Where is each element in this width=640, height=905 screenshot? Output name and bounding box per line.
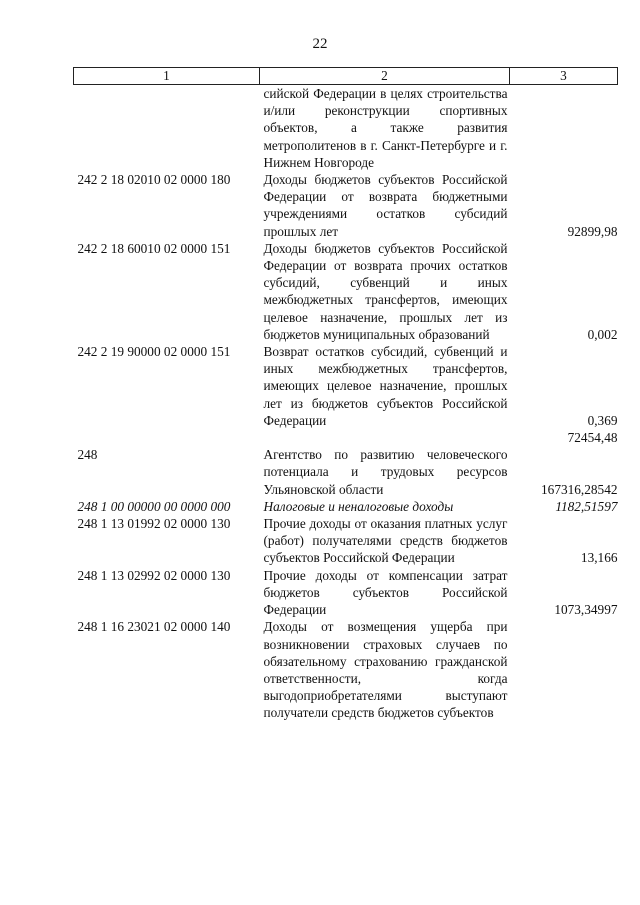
- table-row: [74, 85, 618, 172]
- table-header: [74, 68, 618, 85]
- table-row: [74, 343, 618, 429]
- column-header-3: 3: [510, 68, 618, 85]
- amount: 1182,51597: [555, 498, 618, 514]
- amount: 72454,48: [567, 430, 618, 446]
- table-row: [74, 446, 618, 498]
- budget-code: 242 2 19 90000 02 0000 151: [77, 344, 231, 360]
- budget-code: 248 1 16 23021 02 0000 140: [77, 619, 231, 635]
- budget-code: 248: [77, 447, 98, 463]
- amount: [510, 85, 618, 172]
- revenue-description: Доходы бюджетов субъектов Российской Федерации от возврата прочих остатков субсидий, субвенций и иных межбюджетных трансфертов, имеющих целевое назначение, прошлых лет из бюджетов муниципальных образований: [263, 240, 508, 342]
- revenue-description: Прочие доходы от компенсации затрат бюджетов субъектов Российской Федерации: [263, 567, 508, 618]
- amount: 1073,34997: [554, 602, 618, 618]
- amount: 167316,28542: [541, 481, 618, 497]
- table-row: [74, 567, 618, 619]
- budget-code: 242 2 18 60010 02 0000 151: [77, 240, 231, 256]
- table-header-row: [74, 68, 618, 85]
- budget-code: [74, 429, 260, 446]
- amount: 0,369: [587, 412, 618, 428]
- revenue-description: Доходы от возмещения ущерба при возникновении страховых случаев по обязательному страхованию гражданской ответственности, когда выгодоприобретателями выступают получатели средств бюджетов субъектов: [263, 619, 508, 721]
- budget-code: 248 1 13 01992 02 0000 130: [77, 516, 231, 532]
- revenue-description: Прочие доходы от оказания платных услуг (работ) получателями средств бюджетов субъектов Российской Федерации: [263, 516, 508, 566]
- budget-code: 248 1 13 02992 02 0000 130: [77, 567, 231, 583]
- table-body: [74, 85, 618, 722]
- budget-code: 242 2 18 02010 02 0000 180: [77, 172, 231, 188]
- table-row: [74, 618, 618, 721]
- table-row: [74, 498, 618, 515]
- amount: 0,002: [587, 326, 618, 342]
- page-number: 22: [312, 36, 328, 52]
- revenue-description: Возврат остатков субсидий, субвенций и иных межбюджетных трансфертов, имеющих целевое назначение, прошлых лет из бюджетов субъектов Российской Федерации: [263, 344, 508, 428]
- amount: 92899,98: [567, 223, 618, 239]
- amount: 13,166: [580, 550, 618, 566]
- table-row: [74, 240, 618, 343]
- revenue-description: Доходы бюджетов субъектов Российской Федерации от возврата бюджетными учреждениями остатков субсидий прошлых лет: [263, 172, 508, 239]
- table-row: [74, 429, 618, 446]
- column-header-1: 1: [74, 68, 260, 85]
- table-row: [74, 171, 618, 240]
- revenue-description: Агентство по развитию человеческого потенциала и трудовых ресурсов Ульяновской области: [263, 447, 508, 497]
- amount: [510, 618, 618, 721]
- budget-code: 248 1 00 00000 00 0000 000: [77, 498, 231, 514]
- revenue-description: [260, 429, 510, 446]
- revenue-description: сийской Федерации в целях строительства и/или реконструкции спортивных объектов, а также развития метрополитенов в г. Санкт-Петербурге и г. Нижнем Новгороде: [263, 86, 508, 170]
- table-row: [74, 515, 618, 567]
- budget-code: [74, 85, 260, 172]
- column-header-2: 2: [260, 68, 510, 85]
- revenue-description: Налоговые и неналоговые доходы: [263, 498, 454, 514]
- revenue-table: [73, 67, 618, 722]
